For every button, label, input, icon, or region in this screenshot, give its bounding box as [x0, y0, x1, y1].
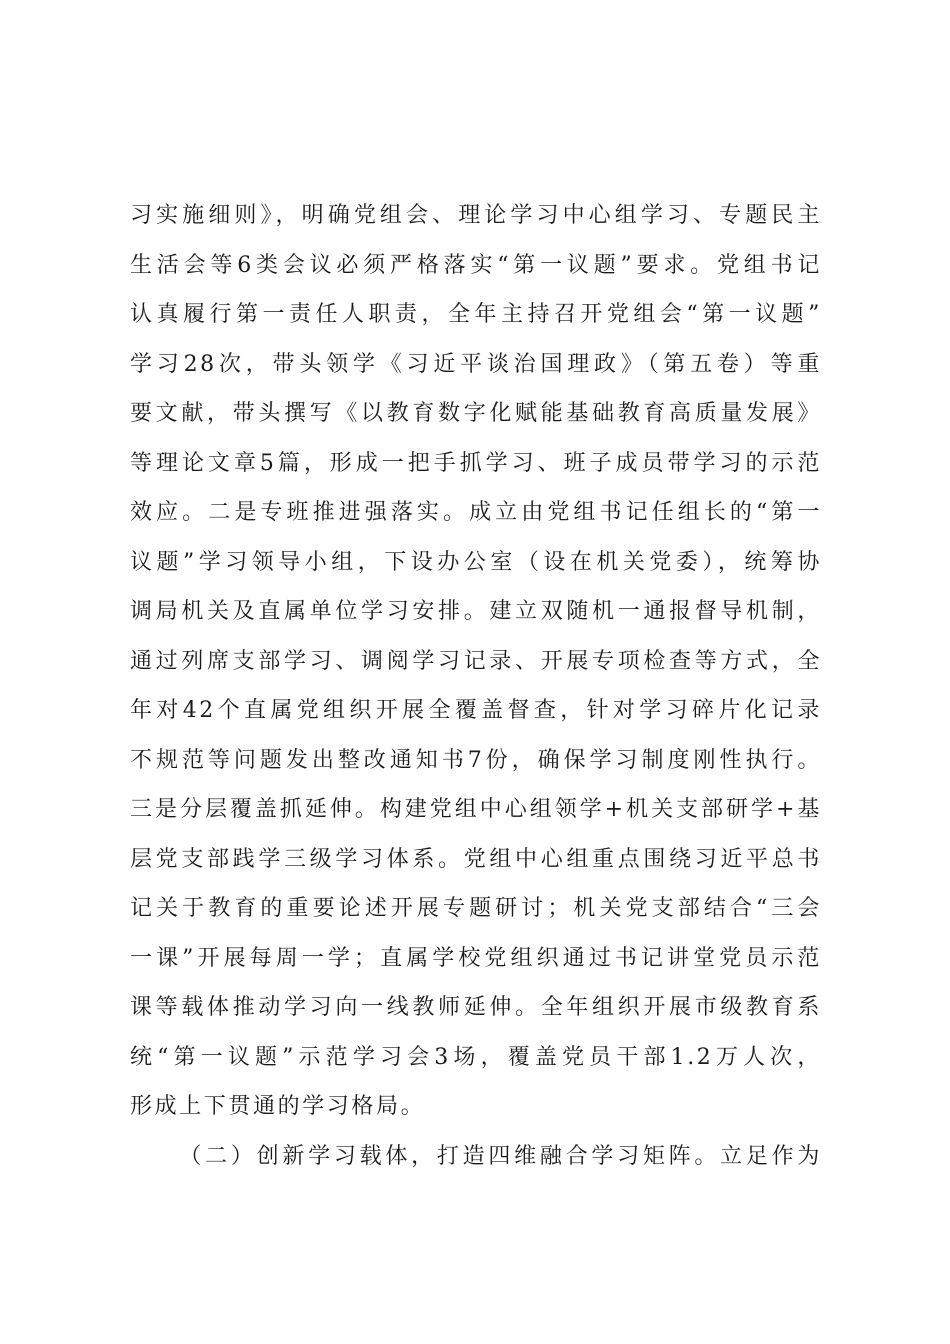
section-heading-line: （二）创新学习载体，打造四维融合学习矩阵。立足作为 [179, 1143, 822, 1169]
paragraph-section-heading-2 [130, 1132, 822, 1182]
text-line: 课等载体推动学习向一线教师延伸。全年组织开展市级教育系 [130, 995, 822, 1020]
text-line: 生活会等6类会议必须严格落实“第一议题”要求。党组书记 [130, 252, 822, 278]
paragraph-study-system [130, 191, 822, 1132]
text-line: 三是分层覆盖抓延伸。构建党组中心组领学+机关支部研学+基 [130, 797, 822, 822]
text-line: 统“第一议题”示范学习会3场，覆盖党员干部1.2万人次， [130, 1044, 822, 1070]
text-line: 习实施细则》，明确党组会、理论学习中心组学习、专题民主 [130, 203, 822, 228]
text-line: 效应。二是专班推进强落实。成立由党组书记任组长的“第一 [130, 500, 822, 525]
text-line: 等理论文章5篇，形成一把手抓学习、班子成员带学习的示范 [130, 450, 822, 476]
text-line: 一课”开展每周一学；直属学校党组织通过书记讲堂党员示范 [130, 945, 822, 971]
text-line: 认真履行第一责任人职责，全年主持召开党组会“第一议题” [130, 302, 822, 327]
text-line: 不规范等问题发出整改通知书7份，确保学习制度刚性执行。 [130, 747, 822, 773]
text-line: 形成上下贯通的学习格局。 [130, 1094, 426, 1119]
text-line: 年对42个直属党组织开展全覆盖督查，针对学习碎片化记录 [130, 698, 822, 723]
text-line: 层党支部践学三级学习体系。党组中心组重点围绕习近平总书 [130, 846, 822, 872]
text-line: 要文献，带头撰写《以教育数字化赋能基础教育高质量发展》 [130, 401, 822, 426]
text-line: 议题”学习领导小组，下设办公室（设在机关党委），统筹协 [130, 549, 822, 575]
text-line: 记关于教育的重要论述开展专题研讨；机关党支部结合“三会 [130, 896, 822, 921]
text-line: 学习28次，带头领学《习近平谈治国理政》（第五卷）等重 [130, 351, 822, 377]
document-page [130, 191, 822, 1181]
text-line: 调局机关及直属单位学习安排。建立双随机一通报督导机制， [130, 599, 822, 624]
text-line: 通过列席支部学习、调阅学习记录、开展专项检查等方式，全 [130, 648, 822, 674]
